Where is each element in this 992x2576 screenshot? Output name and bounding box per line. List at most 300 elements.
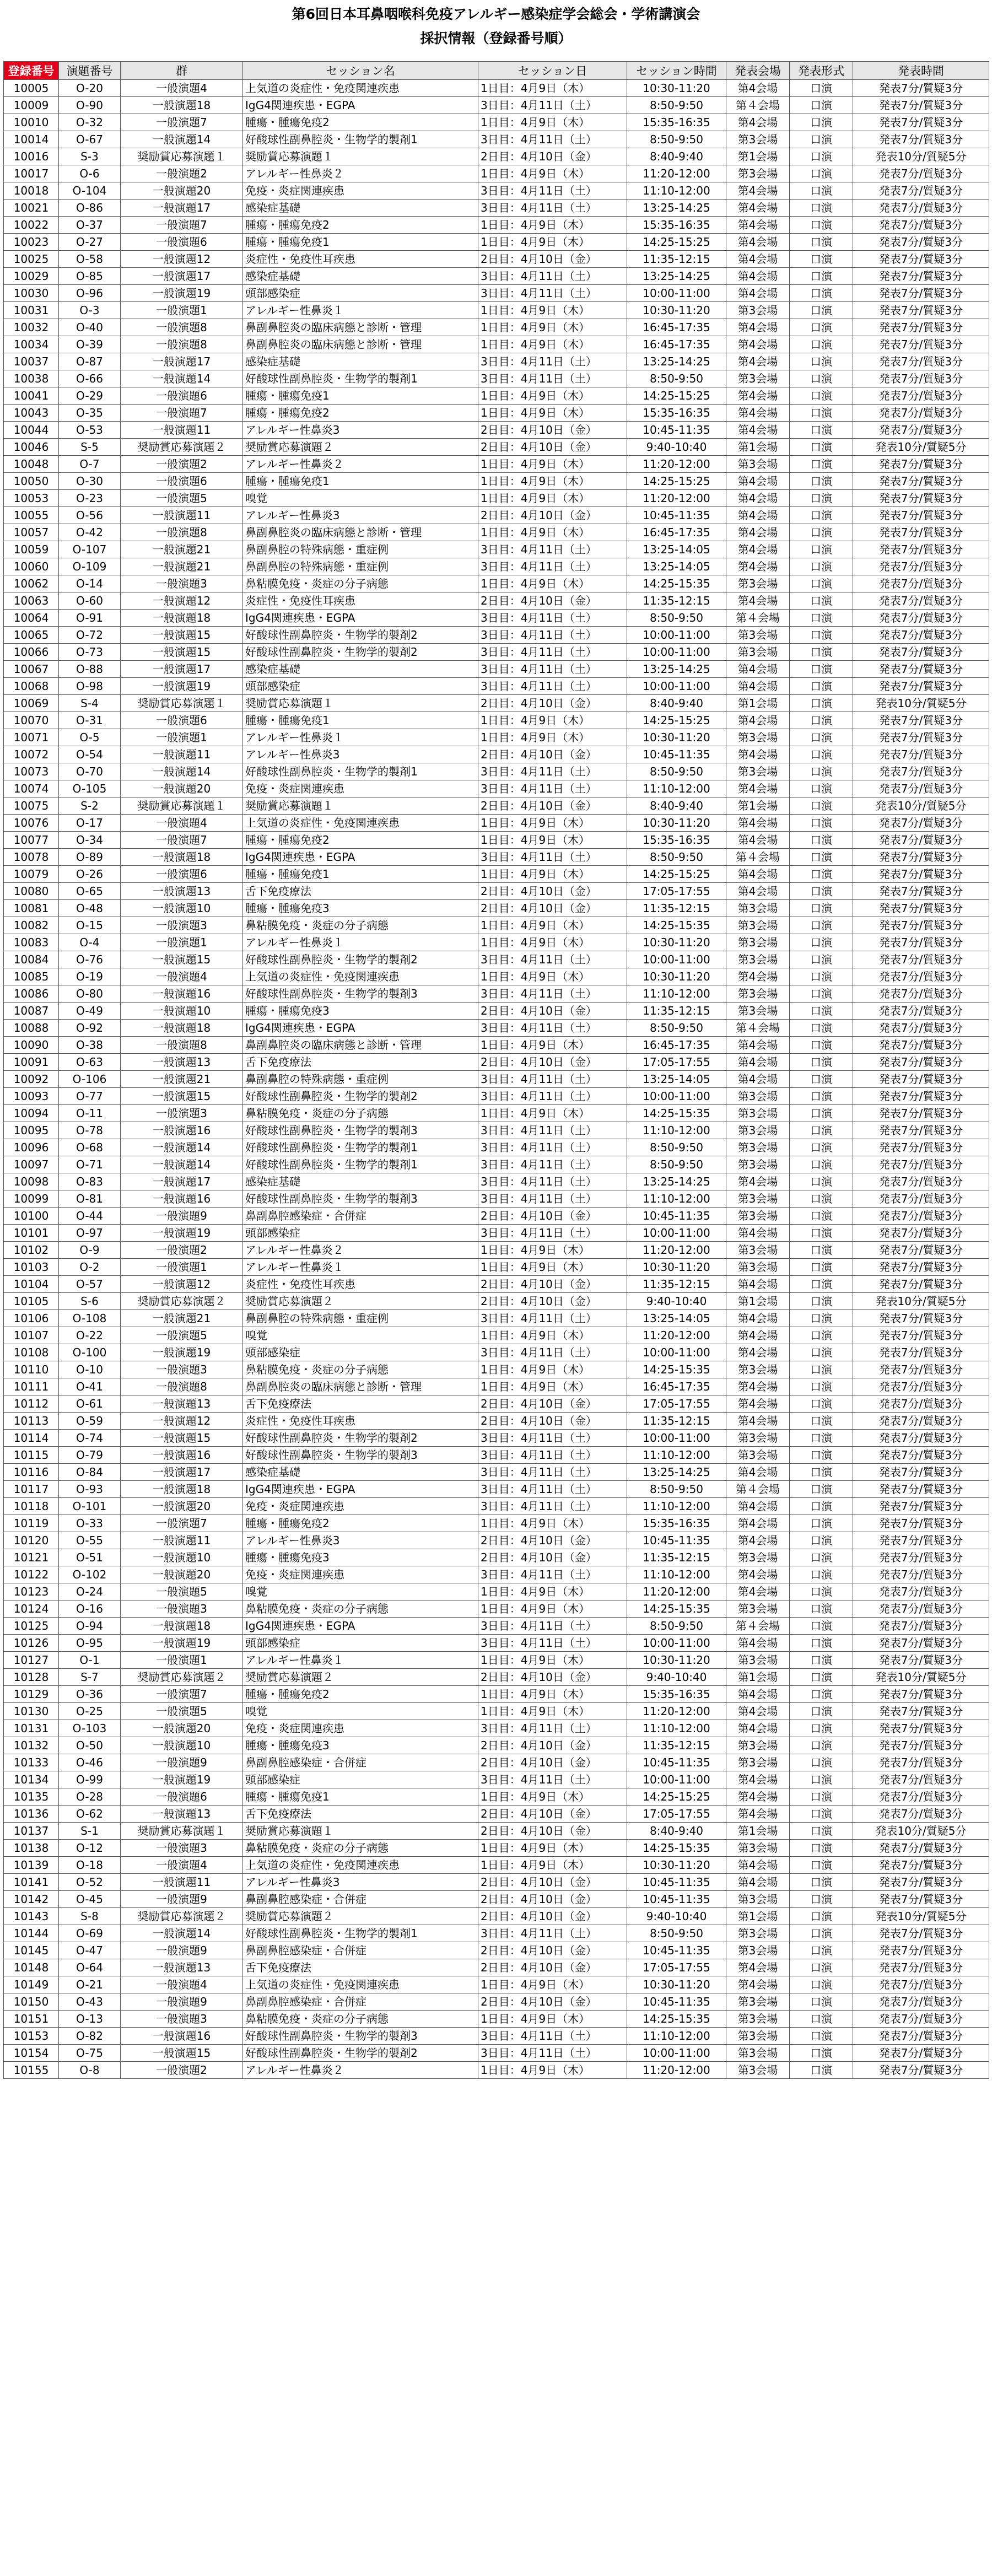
session-time-cell: 10:00-11:00 — [627, 1225, 726, 1242]
registration-number-cell: 10135 — [4, 1788, 59, 1806]
format-cell: 口演 — [790, 387, 853, 405]
table-row — [4, 780, 989, 797]
session-name-cell: アレルギー性鼻炎3 — [243, 1532, 478, 1549]
session-name-cell: アレルギー性鼻炎１ — [243, 302, 478, 319]
session-date-cell: 2日目：4月10日（金） — [478, 797, 627, 815]
venue-cell: 第3会場 — [726, 900, 790, 917]
registration-number-cell: 10081 — [4, 900, 59, 917]
session-name-cell: 好酸球性副鼻腔炎・生物学的製剤1 — [243, 763, 478, 780]
format-cell: 口演 — [790, 473, 853, 490]
session-name-cell: 好酸球性副鼻腔炎・生物学的製剤3 — [243, 1122, 478, 1139]
session-time-cell: 10:00-11:00 — [627, 678, 726, 695]
venue-cell: 第3会場 — [726, 302, 790, 319]
table-row — [4, 200, 989, 217]
format-cell: 口演 — [790, 1788, 853, 1806]
venue-cell: 第1会場 — [726, 1669, 790, 1686]
table-row — [4, 405, 989, 422]
session-name-cell: 上気道の炎症性・免疫関連疾患 — [243, 968, 478, 985]
format-cell: 口演 — [790, 1430, 853, 1447]
session-name-cell: 鼻粘膜免疫・炎症の分子病態 — [243, 1105, 478, 1122]
group-cell: 一般演題13 — [121, 1395, 243, 1413]
format-cell: 口演 — [790, 405, 853, 422]
group-cell: 一般演題18 — [121, 97, 243, 114]
group-cell: 一般演題3 — [121, 1361, 243, 1378]
session-name-cell: アレルギー性鼻炎２ — [243, 1242, 478, 1259]
venue-cell: 第4会場 — [726, 1378, 790, 1395]
session-name-cell: 感染症基礎 — [243, 200, 478, 217]
session-name-cell: 免疫・炎症関連疾患 — [243, 1720, 478, 1737]
session-name-cell: 奨励賞応募演題２ — [243, 1908, 478, 1925]
group-cell: 一般演題1 — [121, 934, 243, 951]
format-cell: 口演 — [790, 200, 853, 217]
format-cell: 口演 — [790, 1293, 853, 1310]
session-name-cell: 舌下免疫療法 — [243, 1959, 478, 1976]
venue-cell: 第3会場 — [726, 2028, 790, 2045]
session-time-cell: 13:25-14:05 — [627, 558, 726, 575]
format-cell: 口演 — [790, 866, 853, 883]
group-cell: 一般演題14 — [121, 370, 243, 387]
document-title: 第6回日本耳鼻咽喉科免疫アレルギー感染症学会総会・学術講演会 — [292, 6, 700, 22]
presentation-time-cell: 発表7分/質疑3分 — [853, 1190, 989, 1208]
table-row — [4, 1840, 989, 1857]
format-cell: 口演 — [790, 1054, 853, 1071]
venue-cell: 第4会場 — [726, 1788, 790, 1806]
table-row — [4, 1976, 989, 1993]
format-cell: 口演 — [790, 1122, 853, 1139]
registration-number-cell: 10145 — [4, 1942, 59, 1959]
group-cell: 一般演題3 — [121, 917, 243, 934]
table-row — [4, 148, 989, 165]
session-date-cell: 3日目：4月11日（土） — [478, 97, 627, 114]
format-cell: 口演 — [790, 1156, 853, 1173]
session-date-cell: 2日目：4月10日（金） — [478, 1891, 627, 1908]
format-cell: 口演 — [790, 234, 853, 251]
registration-number-cell: 10115 — [4, 1447, 59, 1464]
session-name-cell: アレルギー性鼻炎3 — [243, 1874, 478, 1891]
abstract-number-cell: S-6 — [59, 1293, 121, 1310]
format-cell: 口演 — [790, 1395, 853, 1413]
presentation-time-cell: 発表7分/質疑3分 — [853, 610, 989, 627]
presentation-time-cell: 発表7分/質疑3分 — [853, 934, 989, 951]
session-date-cell: 1日目：4月9日（木） — [478, 80, 627, 97]
group-cell: 一般演題10 — [121, 1737, 243, 1754]
venue-cell: 第4会場 — [726, 1225, 790, 1242]
format-cell: 口演 — [790, 182, 853, 200]
format-cell: 口演 — [790, 1447, 853, 1464]
format-cell: 口演 — [790, 832, 853, 849]
session-time-cell: 11:35-12:15 — [627, 900, 726, 917]
presentation-time-cell: 発表7分/質疑3分 — [853, 729, 989, 746]
abstract-number-cell: O-76 — [59, 951, 121, 968]
group-cell: 一般演題20 — [121, 1498, 243, 1515]
session-date-cell: 1日目：4月9日（木） — [478, 1037, 627, 1054]
presentation-time-cell: 発表7分/質疑3分 — [853, 2062, 989, 2079]
format-cell: 口演 — [790, 1959, 853, 1976]
registration-number-cell: 10136 — [4, 1806, 59, 1823]
column-header-group: 群 — [121, 62, 243, 80]
abstract-number-cell: O-70 — [59, 763, 121, 780]
presentation-time-cell: 発表7分/質疑3分 — [853, 422, 989, 439]
abstract-number-cell: O-100 — [59, 1344, 121, 1361]
venue-cell: 第4会場 — [726, 746, 790, 763]
venue-cell: 第4会場 — [726, 1054, 790, 1071]
group-cell: 一般演題19 — [121, 1635, 243, 1652]
group-cell: 一般演題15 — [121, 1088, 243, 1105]
session-name-cell: 鼻副鼻腔の特殊病態・重症例 — [243, 1071, 478, 1088]
table-row — [4, 1720, 989, 1737]
session-time-cell: 14:25-15:25 — [627, 712, 726, 729]
session-name-cell: 上気道の炎症性・免疫関連疾患 — [243, 815, 478, 832]
abstract-number-cell: O-92 — [59, 1020, 121, 1037]
registration-number-cell: 10128 — [4, 1669, 59, 1686]
table-row — [4, 1071, 989, 1088]
presentation-time-cell: 発表7分/質疑3分 — [853, 1003, 989, 1020]
format-cell: 口演 — [790, 1720, 853, 1737]
table-row — [4, 2028, 989, 2045]
abstract-number-cell: O-19 — [59, 968, 121, 985]
registration-number-cell: 10072 — [4, 746, 59, 763]
registration-number-cell: 10025 — [4, 251, 59, 268]
session-name-cell: 免疫・炎症関連疾患 — [243, 1566, 478, 1583]
abstract-number-cell: O-4 — [59, 934, 121, 951]
group-cell: 一般演題15 — [121, 951, 243, 968]
format-cell: 口演 — [790, 1105, 853, 1122]
session-time-cell: 13:25-14:05 — [627, 1071, 726, 1088]
session-time-cell: 13:25-14:25 — [627, 1464, 726, 1481]
table-row — [4, 1737, 989, 1754]
table-row — [4, 353, 989, 370]
group-cell: 一般演題7 — [121, 405, 243, 422]
abstract-number-cell: O-27 — [59, 234, 121, 251]
abstract-number-cell: O-71 — [59, 1156, 121, 1173]
table-row — [4, 1276, 989, 1293]
session-date-cell: 3日目：4月11日（土） — [478, 285, 627, 302]
group-cell: 一般演題18 — [121, 1481, 243, 1498]
presentation-time-cell: 発表7分/質疑3分 — [853, 165, 989, 182]
group-cell: 奨励賞応募演題１ — [121, 797, 243, 815]
abstract-number-cell: O-28 — [59, 1788, 121, 1806]
session-name-cell: 好酸球性副鼻腔炎・生物学的製剤2 — [243, 627, 478, 644]
format-cell: 口演 — [790, 763, 853, 780]
group-cell: 一般演題16 — [121, 985, 243, 1003]
registration-number-cell: 10073 — [4, 763, 59, 780]
column-header-session-time: セッション時間 — [627, 62, 726, 80]
abstract-number-cell: O-61 — [59, 1395, 121, 1413]
venue-cell: 第3会場 — [726, 627, 790, 644]
session-time-cell: 8:50-9:50 — [627, 1156, 726, 1173]
format-cell: 口演 — [790, 1003, 853, 1020]
format-cell: 口演 — [790, 1891, 853, 1908]
presentation-time-cell: 発表7分/質疑3分 — [853, 746, 989, 763]
format-cell: 口演 — [790, 1737, 853, 1754]
session-name-cell: 舌下免疫療法 — [243, 883, 478, 900]
session-time-cell: 16:45-17:35 — [627, 319, 726, 336]
abstract-number-cell: O-50 — [59, 1737, 121, 1754]
session-name-cell: 腫瘍・腫瘍免疫2 — [243, 405, 478, 422]
venue-cell: 第3会場 — [726, 917, 790, 934]
format-cell: 口演 — [790, 2028, 853, 2045]
registration-number-cell: 10087 — [4, 1003, 59, 1020]
group-cell: 一般演題14 — [121, 763, 243, 780]
registration-number-cell: 10133 — [4, 1754, 59, 1771]
abstract-number-cell: O-108 — [59, 1310, 121, 1327]
session-time-cell: 11:35-12:15 — [627, 1737, 726, 1754]
session-name-cell: 炎症性・免疫性耳疾患 — [243, 592, 478, 610]
session-date-cell: 1日目：4月9日（木） — [478, 114, 627, 131]
abstract-number-cell: O-3 — [59, 302, 121, 319]
session-date-cell: 3日目：4月11日（土） — [478, 1771, 627, 1788]
registration-number-cell: 10016 — [4, 148, 59, 165]
abstract-number-cell: S-3 — [59, 148, 121, 165]
group-cell: 一般演題2 — [121, 1242, 243, 1259]
table-row — [4, 490, 989, 507]
venue-cell: 第3会場 — [726, 644, 790, 661]
session-name-cell: IgG4関連疾患・EGPA — [243, 1020, 478, 1037]
presentation-time-cell: 発表7分/質疑3分 — [853, 217, 989, 234]
session-time-cell: 11:35-12:15 — [627, 1276, 726, 1293]
session-date-cell: 1日目：4月9日（木） — [478, 217, 627, 234]
format-cell: 口演 — [790, 1481, 853, 1498]
group-cell: 一般演題15 — [121, 2045, 243, 2062]
registration-number-cell: 10101 — [4, 1225, 59, 1242]
session-time-cell: 10:00-11:00 — [627, 951, 726, 968]
abstract-number-cell: O-93 — [59, 1481, 121, 1498]
table-row — [4, 422, 989, 439]
group-cell: 一般演題15 — [121, 644, 243, 661]
group-cell: 一般演題21 — [121, 558, 243, 575]
abstract-number-cell: O-39 — [59, 336, 121, 353]
table-row — [4, 1344, 989, 1361]
session-date-cell: 1日目：4月9日（木） — [478, 1105, 627, 1122]
session-date-cell: 3日目：4月11日（土） — [478, 1481, 627, 1498]
format-cell: 口演 — [790, 1208, 853, 1225]
format-cell: 口演 — [790, 951, 853, 968]
session-date-cell: 1日目：4月9日（木） — [478, 1242, 627, 1259]
registration-number-cell: 10130 — [4, 1703, 59, 1720]
presentation-time-cell: 発表7分/質疑3分 — [853, 1703, 989, 1720]
session-time-cell: 9:40-10:40 — [627, 1293, 726, 1310]
registration-number-cell: 10114 — [4, 1430, 59, 1447]
format-cell: 口演 — [790, 1652, 853, 1669]
session-name-cell: 頭部感染症 — [243, 1771, 478, 1788]
presentation-time-cell: 発表10分/質疑5分 — [853, 1908, 989, 1925]
presentation-time-cell: 発表7分/質疑3分 — [853, 1686, 989, 1703]
presentation-time-cell: 発表7分/質疑3分 — [853, 1259, 989, 1276]
format-cell: 口演 — [790, 80, 853, 97]
presentation-time-cell: 発表7分/質疑3分 — [853, 1088, 989, 1105]
format-cell: 口演 — [790, 97, 853, 114]
registration-number-cell: 10134 — [4, 1771, 59, 1788]
registration-number-cell: 10094 — [4, 1105, 59, 1122]
group-cell: 一般演題10 — [121, 1549, 243, 1566]
presentation-time-cell: 発表7分/質疑3分 — [853, 968, 989, 985]
presentation-time-cell: 発表7分/質疑3分 — [853, 1413, 989, 1430]
session-date-cell: 1日目：4月9日（木） — [478, 473, 627, 490]
group-cell: 奨励賞応募演題２ — [121, 1293, 243, 1310]
session-date-cell: 3日目：4月11日（土） — [478, 1447, 627, 1464]
format-cell: 口演 — [790, 592, 853, 610]
venue-cell: 第4会場 — [726, 1566, 790, 1583]
session-date-cell: 1日目：4月9日（木） — [478, 2062, 627, 2079]
session-time-cell: 11:35-12:15 — [627, 1549, 726, 1566]
session-time-cell: 15:35-16:35 — [627, 1686, 726, 1703]
venue-cell: 第4会場 — [726, 1395, 790, 1413]
session-date-cell: 1日目：4月9日（木） — [478, 2011, 627, 2028]
session-date-cell: 3日目：4月11日（土） — [478, 951, 627, 968]
session-time-cell: 11:20-12:00 — [627, 2062, 726, 2079]
session-name-cell: 頭部感染症 — [243, 285, 478, 302]
presentation-time-cell: 発表7分/質疑3分 — [853, 2028, 989, 2045]
table-row — [4, 592, 989, 610]
registration-number-cell: 10142 — [4, 1891, 59, 1908]
venue-cell: 第4会場 — [726, 405, 790, 422]
venue-cell: 第3会場 — [726, 2045, 790, 2062]
registration-number-cell: 10117 — [4, 1481, 59, 1498]
abstract-number-cell: O-13 — [59, 2011, 121, 2028]
abstract-number-cell: O-9 — [59, 1242, 121, 1259]
venue-cell: 第4会場 — [726, 1703, 790, 1720]
registration-number-cell: 10037 — [4, 353, 59, 370]
group-cell: 一般演題20 — [121, 182, 243, 200]
format-cell: 口演 — [790, 2062, 853, 2079]
venue-cell: 第４会場 — [726, 97, 790, 114]
registration-number-cell: 10118 — [4, 1498, 59, 1515]
group-cell: 一般演題7 — [121, 114, 243, 131]
presentation-time-cell: 発表7分/質疑3分 — [853, 763, 989, 780]
presentation-time-cell: 発表7分/質疑3分 — [853, 832, 989, 849]
session-name-cell: 腫瘍・腫瘍免疫1 — [243, 387, 478, 405]
session-name-cell: 頭部感染症 — [243, 1635, 478, 1652]
abstract-number-cell: O-94 — [59, 1618, 121, 1635]
session-name-cell: 鼻粘膜免疫・炎症の分子病態 — [243, 1840, 478, 1857]
registration-number-cell: 10057 — [4, 524, 59, 541]
session-time-cell: 10:00-11:00 — [627, 644, 726, 661]
session-date-cell: 3日目：4月11日（土） — [478, 661, 627, 678]
session-time-cell: 13:25-14:25 — [627, 353, 726, 370]
session-time-cell: 10:45-11:35 — [627, 1942, 726, 1959]
session-time-cell: 10:45-11:35 — [627, 1754, 726, 1771]
abstract-number-cell: O-98 — [59, 678, 121, 695]
venue-cell: 第3会場 — [726, 1122, 790, 1139]
session-date-cell: 3日目：4月11日（土） — [478, 268, 627, 285]
abstract-number-cell: O-55 — [59, 1532, 121, 1549]
table-row — [4, 439, 989, 456]
session-name-cell: 奨励賞応募演題１ — [243, 1823, 478, 1840]
session-date-cell: 1日目：4月9日（木） — [478, 456, 627, 473]
session-date-cell: 1日目：4月9日（木） — [478, 1703, 627, 1720]
session-date-cell: 3日目：4月11日（土） — [478, 1190, 627, 1208]
session-date-cell: 2日目：4月10日（金） — [478, 148, 627, 165]
session-time-cell: 10:45-11:35 — [627, 507, 726, 524]
format-cell: 口演 — [790, 1669, 853, 1686]
session-date-cell: 2日目：4月10日（金） — [478, 1874, 627, 1891]
session-name-cell: 鼻副鼻腔感染症・合併症 — [243, 1891, 478, 1908]
table-row — [4, 712, 989, 729]
presentation-time-cell: 発表7分/質疑3分 — [853, 1122, 989, 1139]
group-cell: 一般演題2 — [121, 456, 243, 473]
table-row — [4, 1583, 989, 1600]
abstract-number-cell: O-75 — [59, 2045, 121, 2062]
table-row — [4, 1669, 989, 1686]
registration-number-cell: 10126 — [4, 1635, 59, 1652]
venue-cell: 第4会場 — [726, 353, 790, 370]
registration-number-cell: 10155 — [4, 2062, 59, 2079]
venue-cell: 第4会場 — [726, 1173, 790, 1190]
abstract-number-cell: O-82 — [59, 2028, 121, 2045]
venue-cell: 第4会場 — [726, 507, 790, 524]
session-name-cell: 鼻副鼻腔炎の臨床病態と診断・管理 — [243, 1378, 478, 1395]
presentation-time-cell: 発表7分/質疑3分 — [853, 234, 989, 251]
document-header — [0, 0, 992, 61]
abstract-number-cell: O-103 — [59, 1720, 121, 1737]
session-time-cell: 13:25-14:05 — [627, 1310, 726, 1327]
venue-cell: 第3会場 — [726, 1190, 790, 1208]
presentation-time-cell: 発表7分/質疑3分 — [853, 1976, 989, 1993]
registration-number-cell: 10137 — [4, 1823, 59, 1840]
abstract-number-cell: O-89 — [59, 849, 121, 866]
group-cell: 一般演題12 — [121, 1413, 243, 1430]
session-name-cell: 腫瘍・腫瘍免疫1 — [243, 473, 478, 490]
table-row — [4, 268, 989, 285]
presentation-time-cell: 発表7分/質疑3分 — [853, 1737, 989, 1754]
session-date-cell: 1日目：4月9日（木） — [478, 1857, 627, 1874]
format-cell: 口演 — [790, 319, 853, 336]
table-row — [4, 1549, 989, 1566]
format-cell: 口演 — [790, 1173, 853, 1190]
presentation-time-cell: 発表7分/質疑3分 — [853, 644, 989, 661]
presentation-time-cell: 発表7分/質疑3分 — [853, 815, 989, 832]
format-cell: 口演 — [790, 1259, 853, 1276]
registration-number-cell: 10085 — [4, 968, 59, 985]
registration-number-cell: 10030 — [4, 285, 59, 302]
table-row — [4, 1891, 989, 1908]
group-cell: 一般演題14 — [121, 1925, 243, 1942]
presentation-time-cell: 発表7分/質疑3分 — [853, 1156, 989, 1173]
registration-number-cell: 10096 — [4, 1139, 59, 1156]
registration-number-cell: 10043 — [4, 405, 59, 422]
session-name-cell: 好酸球性副鼻腔炎・生物学的製剤3 — [243, 1447, 478, 1464]
session-name-cell: IgG4関連疾患・EGPA — [243, 97, 478, 114]
group-cell: 一般演題7 — [121, 217, 243, 234]
format-cell: 口演 — [790, 165, 853, 182]
session-time-cell: 10:45-11:35 — [627, 1891, 726, 1908]
registration-number-cell: 10044 — [4, 422, 59, 439]
session-name-cell: 鼻副鼻腔の特殊病態・重症例 — [243, 541, 478, 558]
format-cell: 口演 — [790, 985, 853, 1003]
group-cell: 一般演題5 — [121, 1703, 243, 1720]
presentation-time-cell: 発表7分/質疑3分 — [853, 97, 989, 114]
session-date-cell: 2日目：4月10日（金） — [478, 1413, 627, 1430]
table-row — [4, 1823, 989, 1840]
format-cell: 口演 — [790, 797, 853, 815]
venue-cell: 第3会場 — [726, 1208, 790, 1225]
format-cell: 口演 — [790, 1020, 853, 1037]
session-time-cell: 11:35-12:15 — [627, 251, 726, 268]
table-row — [4, 985, 989, 1003]
abstract-number-cell: O-102 — [59, 1566, 121, 1583]
registration-number-cell: 10023 — [4, 234, 59, 251]
table-row — [4, 1532, 989, 1549]
session-date-cell: 1日目：4月9日（木） — [478, 832, 627, 849]
session-time-cell: 11:10-12:00 — [627, 985, 726, 1003]
session-date-cell: 3日目：4月11日（土） — [478, 1618, 627, 1635]
table-row — [4, 1959, 989, 1976]
session-name-cell: 鼻粘膜免疫・炎症の分子病態 — [243, 2011, 478, 2028]
group-cell: 一般演題13 — [121, 1959, 243, 1976]
registration-number-cell: 10110 — [4, 1361, 59, 1378]
column-header-abstract-number: 演題番号 — [59, 62, 121, 80]
registration-number-cell: 10103 — [4, 1259, 59, 1276]
